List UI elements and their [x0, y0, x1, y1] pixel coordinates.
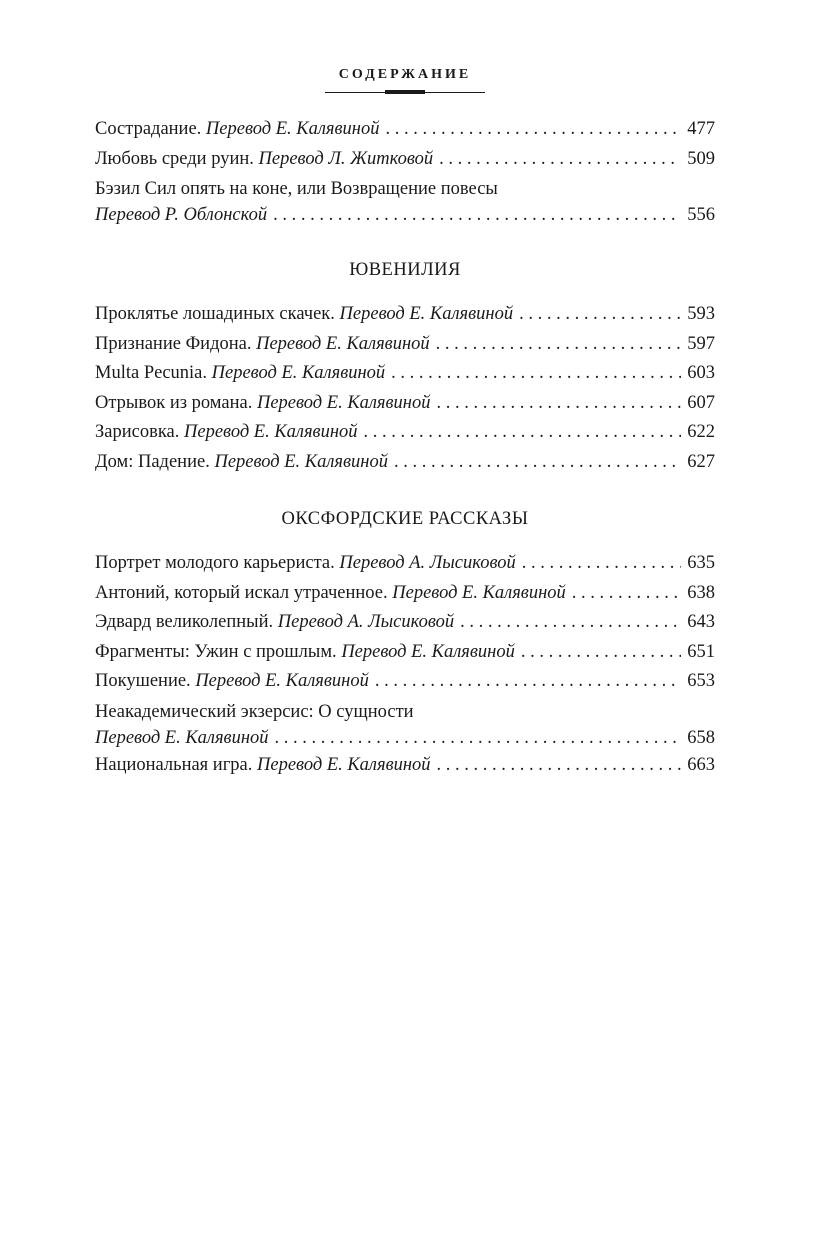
dot-leader — [385, 115, 681, 145]
toc-entry — [95, 667, 715, 697]
entry-page-number: 643 — [687, 612, 715, 632]
dot-leader — [519, 300, 681, 330]
toc-group-1 — [95, 115, 715, 228]
entry-page-number: 658 — [687, 727, 715, 748]
dot-leader — [572, 579, 681, 609]
dot-leader — [364, 418, 682, 448]
dot-leader — [437, 389, 682, 419]
toc-entry — [95, 330, 715, 360]
entry-translator: Перевод Л. Житковой — [258, 148, 434, 169]
entry-title: Любовь среди руин. Перевод Л. Житковой — [95, 148, 434, 169]
toc-entry — [95, 389, 715, 419]
entry-page-number: 603 — [687, 363, 715, 383]
entry-title: Проклятье лошадиных скачек. Перевод Е. Калявиной — [95, 304, 514, 324]
entry-page-number: 651 — [687, 641, 715, 662]
entry-title: Национальная игра. Перевод Е. Калявиной — [95, 754, 431, 775]
entry-title: Портрет молодого карьериста. Перевод А. Лысиковой — [95, 553, 516, 573]
entry-translator: Перевод Е. Калявиной — [341, 641, 515, 662]
entry-title: Отрывок из романа. Перевод Е. Калявиной — [95, 392, 431, 413]
entry-translator: Перевод Е. Калявиной — [184, 422, 358, 442]
entry-translator: Перевод Е. Калявиной — [211, 363, 386, 383]
entry-translator: Перевод А. Лысиковой — [277, 612, 455, 632]
toc-group-3 — [95, 549, 715, 780]
entry-title: Эдвард великолепный. Перевод А. Лысиковой — [95, 612, 455, 632]
entry-translator: Перевод Е. Калявиной — [205, 119, 380, 139]
toc-group-2 — [95, 300, 715, 477]
entry-translator: Перевод Е. Калявиной — [195, 671, 369, 691]
toc-entry — [95, 608, 715, 638]
entry-page-number: 622 — [687, 422, 715, 442]
toc-entry — [95, 638, 715, 668]
dot-leader — [273, 202, 681, 228]
entry-page-number: 653 — [687, 671, 715, 691]
dot-leader — [437, 751, 682, 781]
dot-leader — [460, 608, 681, 638]
toc-entry — [95, 300, 715, 330]
entry-translator: Перевод Е. Калявиной — [257, 754, 431, 775]
entry-translator: Перевод Е. Калявиной — [392, 582, 566, 603]
entry-translator: Перевод Р. Облонской — [95, 205, 268, 225]
toc-entry — [95, 418, 715, 448]
toc-entry — [95, 359, 715, 389]
running-head-rule — [325, 92, 485, 95]
entry-title: Признание Фидона. Перевод Е. Калявиной — [95, 333, 430, 354]
toc-entry — [95, 115, 715, 145]
entry-title: Антоний, который искал утраченное. Перевод Е. Калявиной — [95, 582, 566, 603]
entry-translator: Перевод Е. Калявиной — [95, 727, 269, 748]
entry-title: Зарисовка. Перевод Е. Калявиной — [95, 422, 358, 442]
entry-page-number: 593 — [687, 304, 715, 324]
toc-entry — [95, 176, 715, 228]
entry-title: Фрагменты: Ужин с прошлым. Перевод Е. Калявиной — [95, 641, 515, 662]
dot-leader — [275, 725, 682, 751]
running-head: СОДЕРЖАНИЕ — [338, 67, 472, 82]
entry-translator: Перевод Е. Калявиной — [214, 451, 388, 472]
toc-entry — [95, 549, 715, 579]
entry-page-number: 477 — [687, 119, 715, 139]
entry-translator: Перевод Е. Калявиной — [256, 333, 430, 354]
entry-line-2 — [95, 202, 715, 228]
dot-leader — [439, 145, 681, 175]
toc-entry — [95, 448, 715, 478]
dot-leader — [375, 667, 681, 697]
entry-title: Покушение. Перевод Е. Калявиной — [95, 671, 369, 691]
dot-leader — [394, 448, 681, 478]
entry-page-number: 597 — [687, 333, 715, 354]
toc-entry — [95, 145, 715, 175]
entry-page-number: 627 — [687, 451, 715, 472]
dot-leader — [521, 638, 681, 668]
section-title: ЮВЕНИЛИЯ — [349, 260, 461, 280]
entry-title: Неакадемический экзерсис: О сущности — [95, 701, 414, 722]
dot-leader — [436, 330, 682, 360]
entry-translator: Перевод А. Лысиковой — [339, 553, 516, 573]
entry-page-number: 663 — [687, 754, 715, 775]
toc-entry — [95, 579, 715, 609]
entry-page-number: 638 — [687, 582, 715, 603]
entry-title: Дом: Падение. Перевод Е. Калявиной — [95, 451, 388, 472]
entry-page-number: 556 — [687, 205, 715, 225]
toc-entry — [95, 699, 715, 751]
entry-page-number: 607 — [687, 392, 715, 413]
dot-leader — [391, 359, 681, 389]
entry-title: Multa Pecunia. Перевод Е. Калявиной — [95, 363, 386, 383]
entry-title: Сострадание. Перевод Е. Калявиной — [95, 119, 380, 139]
section-title: ОКСФОРДСКИЕ РАССКАЗЫ — [281, 509, 529, 529]
entry-translator: Перевод Е. Калявиной — [256, 392, 431, 413]
entry-title: Бэзил Сил опять на коне, или Возвращение повесы — [95, 179, 498, 199]
entry-line-2 — [95, 725, 715, 751]
entry-page-number: 509 — [687, 148, 715, 169]
entry-translator: Перевод Е. Калявиной — [339, 304, 514, 324]
toc-entry — [95, 751, 715, 781]
entry-page-number: 635 — [687, 553, 715, 573]
toc-page — [95, 60, 715, 780]
dot-leader — [522, 549, 681, 579]
